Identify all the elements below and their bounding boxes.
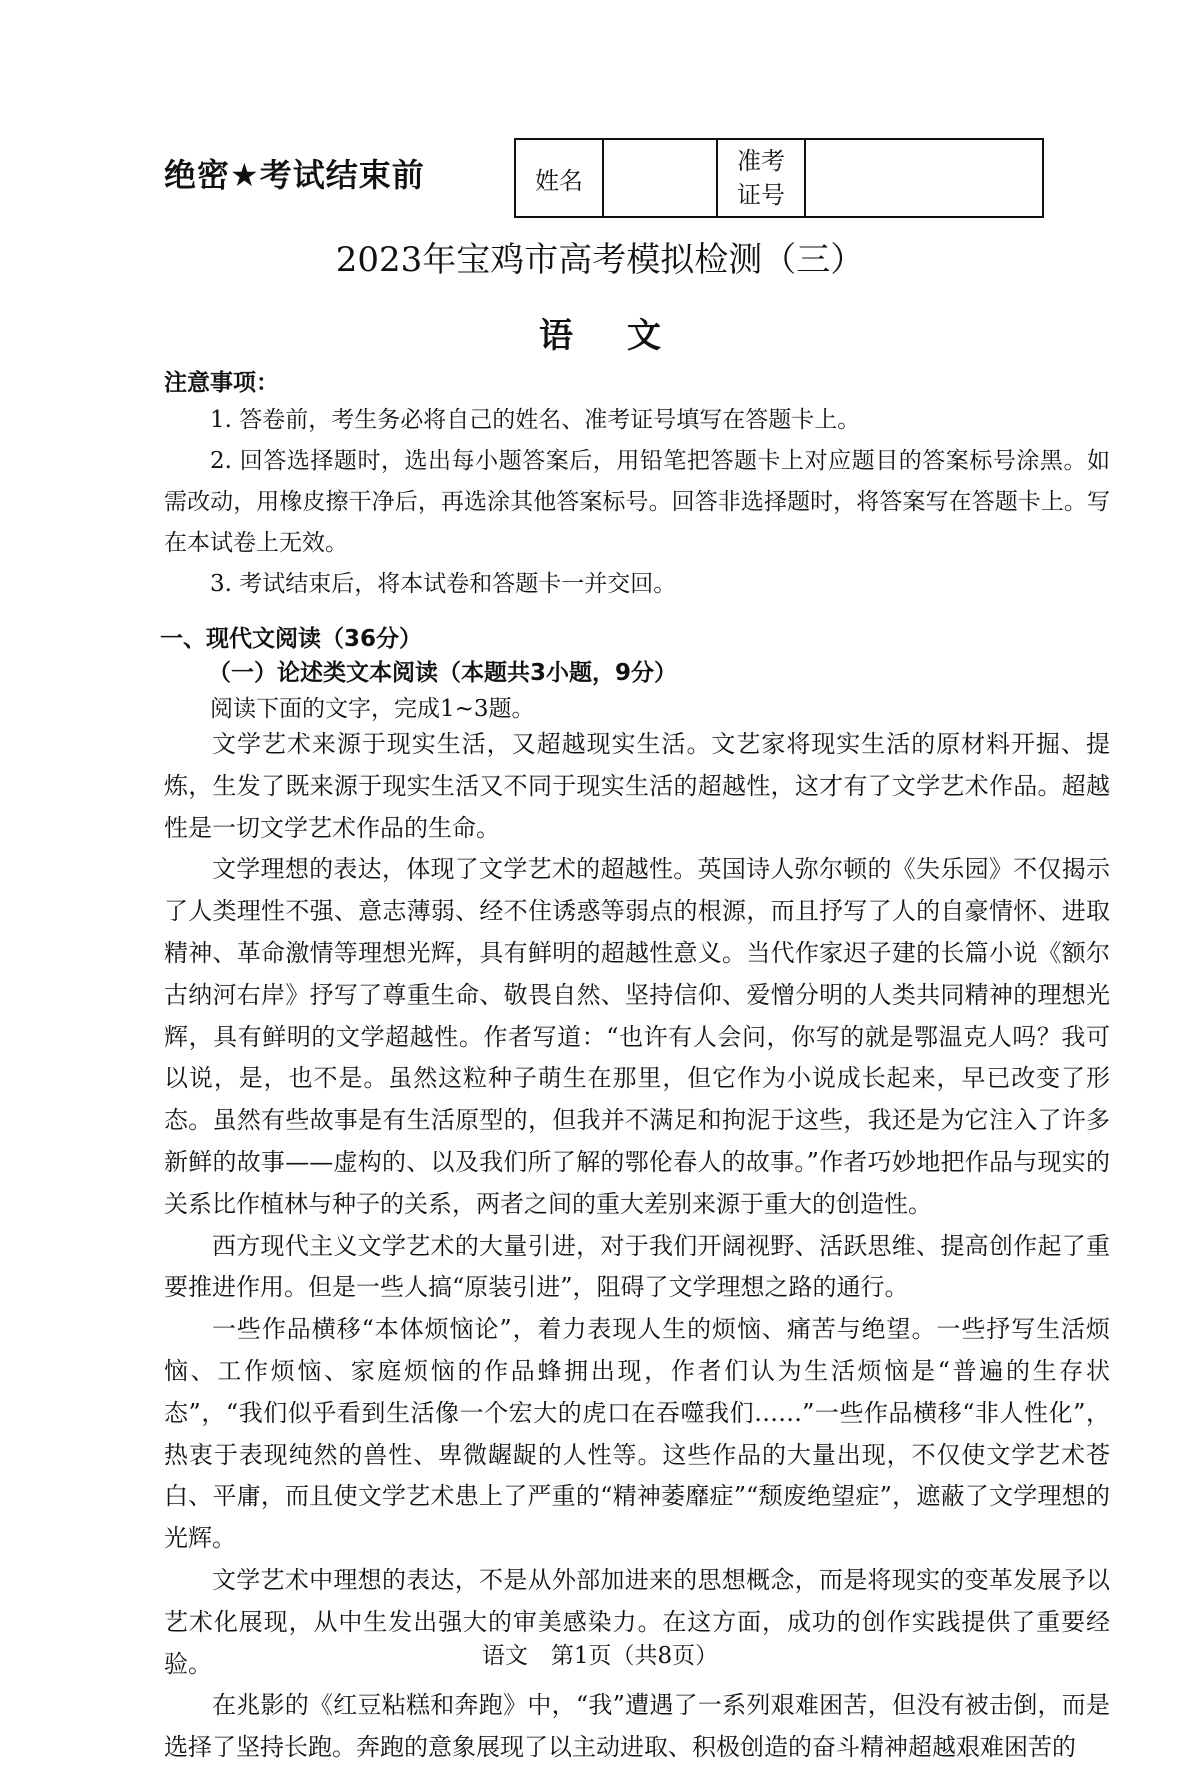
- passage-paragraph: 文学艺术来源于现实生活，又超越现实生活。文艺家将现实生活的原材料开掘、提炼，生发了既来源于现实生活又不同于现实生活的超越性，这才有了文学艺术作品。超越性是一切文学艺术作品的生命。: [164, 730, 1110, 842]
- name-label: 姓名: [515, 139, 603, 217]
- reading-instruction: 阅读下面的文字，完成1~3题。: [210, 696, 535, 722]
- name-blank: [603, 139, 717, 217]
- passage-paragraph: 文学艺术中理想的表达，不是从外部加进来的思想概念，而是将现实的变革发展予以艺术化展现，从中生发出强大的审美感染力。在这方面，成功的创作实践提供了重要经验。: [164, 1565, 1110, 1678]
- passage-paragraph: 文学理想的表达，体现了文学艺术的超越性。英国诗人弥尔顿的《失乐园》不仅揭示了人类理性不强、意志薄弱、经不住诱惑等弱点的根源，而且抒写了人的自豪情怀、进取精神、革命激情等理想光辉，具有鲜明的超越性意义。当代作家迟子建的长篇小说《额尔古纳河右岸》抒写了尊重生命、敬畏自然、坚持信仰、爱憎分明的人类共同精神的理想光辉，具有鲜明的文学超越性。作者写道：“也许有人会问，你写的就是鄂温克人吗？我可以说，是，也不是。虽然这粒种子萌生在那里，但它作为小说成长起来，早已改变了形态。虽然有些故事是有生活原型的，但我并不满足和拘泥于这些，我还是为它注入了许多新鲜的故事——虚构的、以及我们所了解的鄂伦春人的故事。”作者巧妙地把作品与现实的关系比作植林与种子的关系，两者之间的重大差别来源于重大的创造性。: [164, 855, 1110, 1218]
- exam-id-label-line2: 证号: [737, 181, 785, 209]
- notice-item: 2. 回答选择题时，选出每小题答案后，用铅笔把答题卡上对应题目的答案标号涂黑。如需改动，用橡皮擦干净后，再选涂其他答案标号。回答非选择题时，将答案写在答题卡上。写在本试卷上无效。: [164, 448, 1110, 556]
- subject-title: 语文: [539, 316, 715, 356]
- notice-list: [164, 400, 1110, 605]
- passage-paragraph: 西方现代主义文学艺术的大量引进，对于我们开阔视野、活跃思维、提高创作起了重要推进作用。但是一些人搞“原装引进”，阻碍了文学理想之路的通行。: [164, 1231, 1110, 1302]
- passage: [164, 724, 1110, 1769]
- notice-item: 1. 答卷前，考生务必将自己的姓名、准考证号填写在答题卡上。: [210, 407, 861, 433]
- section-heading: 一、现代文阅读（36分）: [160, 626, 423, 652]
- notice-item: 3. 考试结束后，将本试卷和答题卡一并交回。: [210, 571, 677, 597]
- exam-id-label: [717, 139, 805, 217]
- exam-id-label-line1: 准考: [737, 147, 785, 175]
- candidate-info-box: [514, 138, 1044, 218]
- passage-paragraph: 一些作品横移“本体烦恼论”，着力表现人生的烦恼、痛苦与绝望。一些抒写生活烦恼、工作烦恼、家庭烦恼的作品蜂拥出现，作者们认为生活烦恼是“普遍的生存状态”，“我们似乎看到生活像一个宏大的虎口在吞噬我们……”一些作品横移“非人性化”，热衷于表现纯然的兽性、卑微龌龊的人性等。这些作品的大量出现，不仅使文学艺术苍白、平庸，而且使文学艺术患上了严重的“精神萎靡症”“颓废绝望症”，遮蔽了文学理想的光辉。: [164, 1315, 1110, 1553]
- passage-paragraph: 在兆影的《红豆粘糕和奔跑》中，“我”遭遇了一系列艰难困苦，但没有被击倒，而是选择了坚持长跑。奔跑的意象展现了以主动进取、积极创造的奋斗精神超越艰难困苦的: [164, 1691, 1110, 1762]
- subsection-heading: （一）论述类文本阅读（本题共3小题，9分）: [208, 660, 678, 686]
- exam-title: 2023年宝鸡市高考模拟检测（三）: [335, 240, 865, 280]
- exam-id-blank: [805, 139, 1043, 217]
- page-footer: 语文 第1页（共8页）: [481, 1643, 719, 1669]
- confidential-mark: 绝密★考试结束前: [164, 156, 425, 194]
- notice-heading: 注意事项：: [164, 370, 279, 396]
